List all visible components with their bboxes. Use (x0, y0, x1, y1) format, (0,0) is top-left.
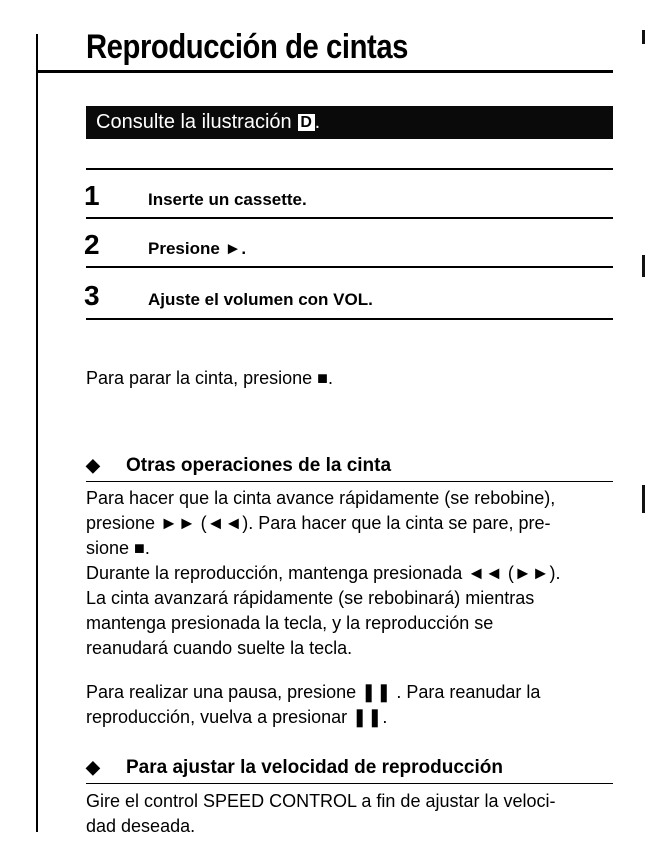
body-line: Gire el control SPEED CONTROL a fin de ajustar la veloci- (86, 791, 556, 811)
body-line: reanudará cuando suelte la tecla. (86, 638, 353, 658)
pause-paragraph (86, 680, 540, 730)
body-line: sione ■. (86, 538, 150, 558)
body-line: Durante la reproducción, mantenga presionada ◄◄ (►►). (86, 563, 561, 583)
step-text: Presione ►. (148, 239, 247, 258)
illustration-ref-box: D (298, 114, 315, 131)
section-heading-text: Otras operaciones de la cinta (126, 455, 392, 476)
section-rule (86, 481, 613, 482)
banner-end: . (314, 111, 321, 133)
banner-text: Consulte la ilustración (96, 111, 292, 133)
step-divider (86, 318, 613, 320)
section-heading-speed (86, 757, 503, 779)
section2-body (86, 789, 556, 839)
step-divider (86, 168, 613, 170)
body-line: dad deseada. (86, 816, 196, 836)
step-divider (86, 217, 613, 219)
step-text: Inserte un cassette. (148, 190, 307, 209)
step-number: 1 (84, 180, 100, 211)
step-text: Ajuste el volumen con VOL. (148, 290, 373, 309)
diamond-bullet-icon: ◆ (86, 757, 100, 777)
body-line: reproducción, vuelva a presionar ❚❚. (86, 707, 388, 727)
step-divider (86, 266, 613, 268)
left-margin-line (36, 34, 38, 832)
body-line: mantenga presionada la tecla, y la reproducción se (86, 613, 494, 633)
stop-note: Para parar la cinta, presione ■. (86, 368, 333, 388)
illustration-banner (86, 106, 613, 139)
body-line: Para realizar una pausa, presione ❚❚ . Para reanudar la (86, 682, 541, 702)
body-line: presione ►► (◄◄). Para hacer que la cinta se pare, pre- (86, 513, 551, 533)
body-line: Para hacer que la cinta avance rápidamente (se rebobine), (86, 488, 556, 508)
scan-edge-mark (642, 30, 645, 44)
scan-edge-mark (642, 485, 645, 513)
page-title: Reproducción de cintas (86, 28, 408, 66)
step-number: 3 (84, 280, 100, 311)
section-heading-other-operations (86, 455, 391, 477)
section1-body (86, 486, 561, 661)
diamond-bullet-icon: ◆ (86, 455, 100, 475)
section-rule (86, 783, 613, 784)
step-number: 2 (84, 229, 100, 260)
section-heading-text: Para ajustar la velocidad de reproducción (126, 757, 503, 778)
body-line: La cinta avanzará rápidamente (se rebobinará) mientras (86, 588, 535, 608)
scan-edge-mark (642, 255, 645, 277)
title-rule (36, 70, 613, 73)
